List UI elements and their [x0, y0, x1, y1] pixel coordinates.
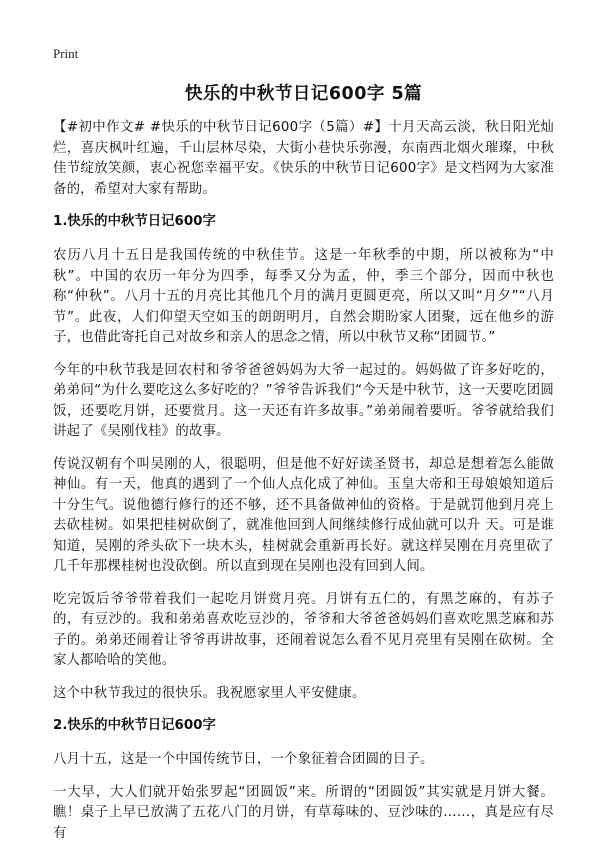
section-1-paragraph-2: 今年的中秋节我是回农村和爷爷爸爸妈妈为大爷一起过的。妈妈做了许多好吃的，弟弟问“为什么要吃这么多好吃的？”爷爷告诉我们“今天是中秋节，这一天要吃团圆饭，还要吃月饼，还要赏月。这一天还有许多故事。”弟弟闹着要听。爷爷就给我们讲起了《吴刚伐桂》的故事。: [53, 362, 554, 439]
section-heading-1: 1.快乐的中秋节日记600字: [53, 214, 216, 229]
article-body: [53, 118, 554, 856]
section-1-paragraph-4: 吃完饭后爷爷带着我们一起吃月饼赏月亮。月饼有五仁的，有黑芝麻的，有苏子的，有豆沙的。我和弟弟喜欢吃豆沙的，爷爷和大爷爸爸妈妈们喜欢吃黑芝麻和苏子的。弟弟还闹着让爷爷再讲故事，还闹着说怎么看不见月亮里有吴刚在砍树。全家人都哈哈的笑他。: [53, 591, 554, 668]
section-2-paragraph-1: 八月十五，这是一个中国传统节日，一个象征着合团圆的日子。: [53, 752, 434, 767]
section-1-paragraph-1: 农历八月十五日是我国传统的中秋佳节。这是一年秋季的中期，所以被称为“中秋”。中国的农历一年分为四季，每季又分为孟，仲，季三个部分，因而中秋也称“仲秋”。八月十五的月亮比其他几个月的满月更圆更亮，所以又叫“月夕”“八月节”。此夜，人们仰望天空如玉的朗朗明月，自然会期盼家人团聚，远在他乡的游子，也借此寄托自己对故乡和亲人的思念之情，所以中秋节又称“团圆节。”: [53, 248, 554, 345]
section-heading-2: 2.快乐的中秋节日记600字: [53, 718, 216, 733]
section-2-paragraph-2: 一大早，大人们就开始张罗起“团圆饭”来。所谓的“团圆饭”其实就是月饼大餐。瞧！桌子上早已放满了五花八门的月饼，有草莓味的、豆沙味的……，真是应有尽有: [53, 784, 554, 841]
section-1-paragraph-5: 这个中秋节我过的很快乐。我祝愿家里人平安健康。: [53, 685, 366, 701]
intro-paragraph: 【#初中作文# #快乐的中秋节日记600字（5篇）#】十月天高云淡，秋日阳光灿烂，喜庆枫叶红遍，千山层林尽染，大街小巷快乐弥漫，东南西北烟火璀璨，中秋佳节绽放笑颜，衷心祝您幸福平安。《快乐的中秋节日记600字》是文档网为大家准备的，希望对大家有帮助。: [53, 120, 554, 197]
print-link[interactable]: Print: [53, 46, 79, 61]
section-1-paragraph-3: 传说汉朝有个叫吴刚的人，很聪明，但是他不好好读圣贤书，却总是想着怎么能做神仙。有一天，他真的遇到了一个仙人点化成了神仙。玉皇大帝和王母娘娘知道后十分生气。说他德行修行的还不够，还不具备做神仙的资格。于是就罚他到月亮上去砍桂树。如果把桂树砍倒了，就准他回到人间继续修行成仙就可以升 天。可是谁知道，吴刚的斧头砍下一块木头，桂树就会重新再长好。就这样吴刚在月亮里砍了几千年那棵桂树也没砍倒。所以直到现在吴刚也没有回到人间。: [53, 456, 554, 574]
page-title: 快乐的中秋节日记600字 5篇: [184, 84, 423, 104]
